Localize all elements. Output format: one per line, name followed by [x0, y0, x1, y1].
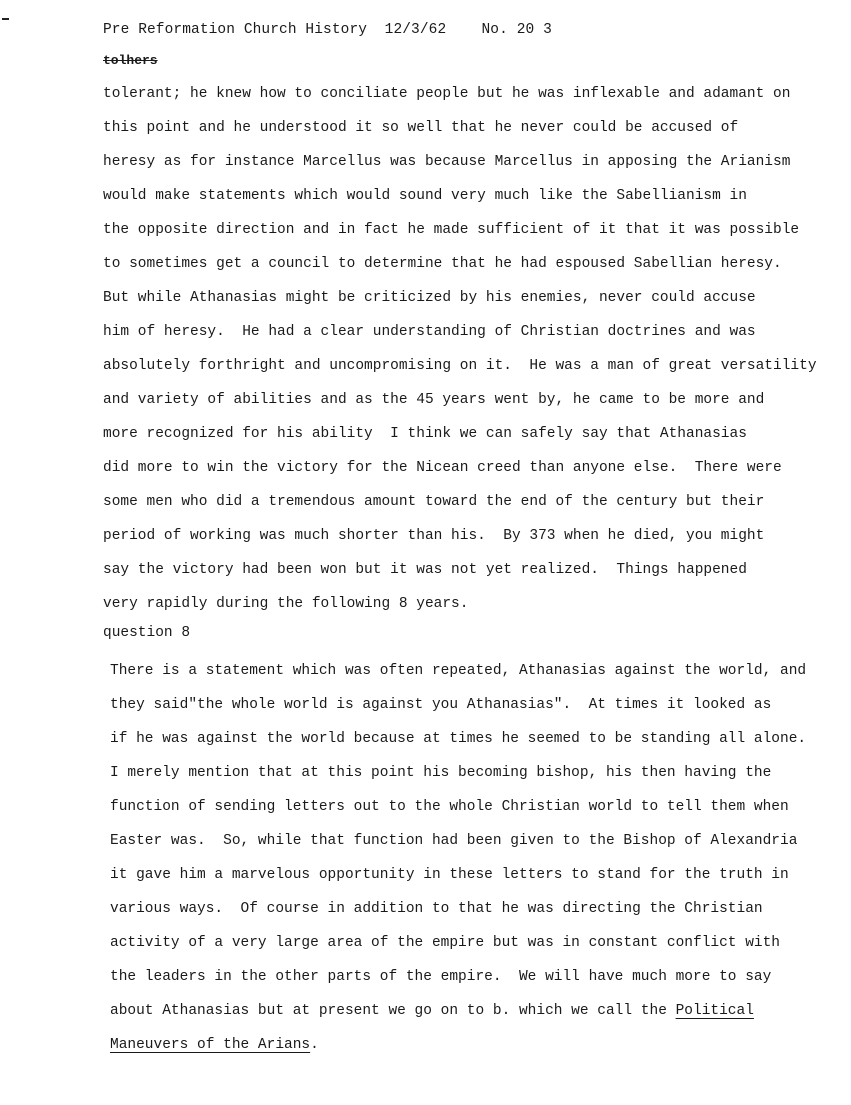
text-line: Easter was. So, while that function had been given to the Bishop of Alexandria	[110, 833, 798, 849]
page-number: No. 20 3	[481, 22, 552, 38]
text-line: would make statements which would sound very much like the Sabellianism in	[103, 188, 747, 204]
title-period: .	[310, 1037, 319, 1053]
text-line: tolerant; he knew how to conciliate people but he was inflexable and adamant on	[103, 86, 791, 102]
struck-out-word: tolhers	[103, 53, 158, 68]
text-line: say the victory had been won but it was not yet realized. Things happened	[103, 562, 747, 578]
text-line: if he was against the world because at times he seemed to be standing all alone.	[110, 731, 807, 747]
question-label: question 8	[103, 625, 191, 641]
text-line: absolutely forthright and uncompromising on it. He was a man of great versatility	[103, 358, 817, 374]
lecture-date: 12/3/62	[384, 22, 447, 38]
text-line: this point and he understood it so well that he never could be accused of	[103, 120, 739, 136]
section-title-part-1: Political	[675, 1003, 754, 1019]
course-title: Pre Reformation Church History	[103, 22, 368, 38]
text-line	[110, 1036, 319, 1054]
text-line: very rapidly during the following 8 years.	[103, 596, 469, 612]
text-line: did more to win the victory for the Nicean creed than anyone else. There were	[103, 460, 782, 476]
last-line-text: about Athanasias but at present we go on to b. which we call the	[110, 1003, 676, 1019]
text-line: and variety of abilities and as the 45 years went by, he came to be more and	[103, 392, 765, 408]
section-title-part-2: Maneuvers of the Arians	[110, 1037, 311, 1053]
text-line: I merely mention that at this point his becoming bishop, his then having the	[110, 765, 772, 781]
text-line: various ways. Of course in addition to that he was directing the Christian	[110, 901, 763, 917]
text-line: they said"the whole world is against you Athanasias". At times it looked as	[110, 697, 772, 713]
text-line: the leaders in the other parts of the empire. We will have much more to say	[110, 969, 772, 985]
margin-mark	[2, 18, 9, 20]
text-line: it gave him a marvelous opportunity in these letters to stand for the truth in	[110, 867, 789, 883]
text-line: him of heresy. He had a clear understanding of Christian doctrines and was	[103, 324, 756, 340]
text-line: There is a statement which was often repeated, Athanasias against the world, and	[110, 663, 807, 679]
text-line: function of sending letters out to the whole Christian world to tell them when	[110, 799, 789, 815]
text-line: the opposite direction and in fact he made sufficient of it that it was possible	[103, 222, 800, 238]
text-line: activity of a very large area of the empire but was in constant conflict with	[110, 935, 781, 951]
text-line: heresy as for instance Marcellus was because Marcellus in apposing the Arianism	[103, 154, 791, 170]
page-header	[103, 22, 552, 38]
text-line: more recognized for his ability I think we can safely say that Athanasias	[103, 426, 747, 442]
text-line	[110, 1002, 754, 1020]
text-line: to sometimes get a council to determine that he had espoused Sabellian heresy.	[103, 256, 782, 272]
text-line: some men who did a tremendous amount toward the end of the century but their	[103, 494, 765, 510]
text-line: period of working was much shorter than his. By 373 when he died, you might	[103, 528, 765, 544]
text-line: But while Athanasias might be criticized by his enemies, never could accuse	[103, 290, 756, 306]
